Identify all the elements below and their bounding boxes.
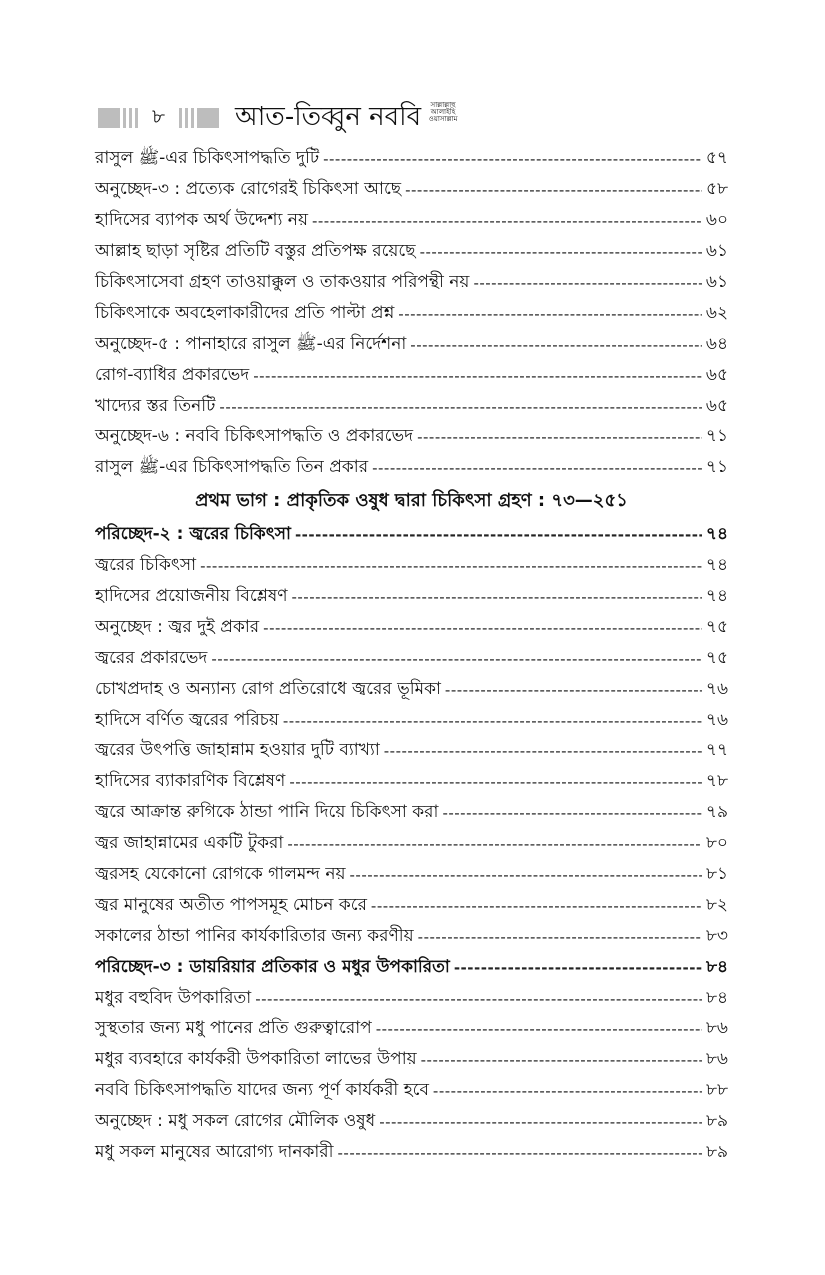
toc-entry-title: মধুর ব্যবহারে কার্যকরী উপকারিতা লাভের উপায় <box>95 1049 417 1070</box>
toc-entry <box>95 360 728 391</box>
toc-leader-dashes <box>291 588 701 606</box>
toc-entry-title: জ্বরের প্রকারভেদ <box>95 647 208 668</box>
toc-leader-dashes <box>417 428 702 446</box>
toc-leader-dashes <box>384 742 702 760</box>
toc-entry-title: অনুচ্ছেদ-৬ : নববি চিকিৎসাপদ্ধতি ও প্রকারভেদ <box>95 426 414 447</box>
toc-entry <box>95 268 728 299</box>
toc-entry <box>95 798 728 829</box>
toc-entry <box>95 921 728 952</box>
toc-leader-dashes <box>253 367 702 385</box>
toc-entry <box>95 1107 728 1138</box>
toc-leader-dashes <box>418 928 702 946</box>
toc-entry-page: ৬০ <box>705 210 728 231</box>
toc-entry-title: আল্লাহ ছাড়া সৃষ্টির প্রতিটি বস্তুর প্রতিপক্ষ রয়েছে <box>95 241 416 262</box>
toc-entry-title: হাদিসের ব্যাপক অর্থ উদ্দেশ্য নয় <box>95 210 308 231</box>
toc-entry-page: ৫৭ <box>705 148 728 169</box>
toc-entry-page: ৮৪ <box>705 956 728 977</box>
toc-entry <box>95 144 728 175</box>
left-decorative-bars <box>98 108 138 128</box>
toc-entry <box>95 391 728 422</box>
toc-entry-page: ৮৮ <box>705 1080 728 1101</box>
toc-entry-page: ৭৯ <box>705 802 728 823</box>
toc-entry-page: ৭৫ <box>705 647 728 668</box>
toc-entry-page: ৮২ <box>705 894 728 915</box>
toc-chapter-entry <box>95 952 728 983</box>
toc-entry <box>95 422 728 453</box>
toc-leader-dashes <box>398 305 702 323</box>
toc-entry-title: চিকিৎসাসেবা গ্রহণ তাওয়াক্কুল ও তাকওয়ার পরিপন্থী নয় <box>95 272 470 292</box>
toc-entry <box>95 983 728 1014</box>
toc-section-1 <box>95 144 728 484</box>
toc-entry <box>95 643 728 674</box>
toc-entry <box>95 860 728 891</box>
book-title: আত-তিব্বুন নববি <box>234 102 422 132</box>
toc-leader-dashes <box>433 1082 702 1100</box>
toc-entry <box>95 1138 728 1169</box>
toc-entry-page: ৭৪ <box>705 555 728 576</box>
toc-entry-page: ৭১ <box>705 426 728 447</box>
toc-entry-page: ৭১ <box>705 457 728 478</box>
toc-entry-page: ৬১ <box>705 241 728 262</box>
toc-entry-title: জ্বর মানুষের অতীত পাপসমূহ মোচন করে <box>95 894 367 915</box>
toc-entry-page: ৭৪ <box>705 524 728 545</box>
toc-entry <box>95 612 728 643</box>
toc-entry-title: অনুচ্ছেদ : জ্বর দুই প্রকার <box>95 616 260 637</box>
toc-entry-title: অনুচ্ছেদ : মধু সকল রোগের মৌলিক ওষুধ <box>95 1111 376 1132</box>
toc-leader-dashes <box>372 459 702 477</box>
toc-chapter-entry <box>95 520 728 551</box>
toc-entry-title: পরিচ্ছেদ-২ : জ্বরের চিকিৎসা <box>95 524 291 545</box>
honorific-calligraphy: সাল্লাল্লাহু আলাইহি ওয়াসাল্লাম <box>428 100 458 123</box>
toc-entry <box>95 329 728 360</box>
toc-leader-dashes <box>376 1020 702 1038</box>
toc-leader-dashes <box>312 212 702 230</box>
toc-entry <box>95 829 728 860</box>
toc-entry <box>95 1014 728 1045</box>
toc-entry <box>95 890 728 921</box>
toc-leader-dashes <box>350 866 702 884</box>
toc-leader-dashes <box>473 274 701 292</box>
toc-leader-dashes <box>445 681 702 699</box>
toc-section-2 <box>95 520 728 1169</box>
page-header <box>98 98 738 138</box>
toc-entry-title: রাসুল ﷺ-এর চিকিৎসাপদ্ধতি তিন প্রকার <box>95 457 369 478</box>
toc-entry-page: ৮৬ <box>705 1018 728 1039</box>
toc-entry-title: জ্বর জাহান্নামের একটি টুকরা <box>95 833 284 854</box>
toc-entry <box>95 551 728 582</box>
page-number: ৮ <box>152 103 165 128</box>
toc-entry-title: মধু সকল মানুষের আরোগ্য দানকারী <box>95 1142 334 1163</box>
toc-entry-title: মধুর বহুবিদ উপকারিতা <box>95 987 252 1008</box>
toc-entry-page: ৬৫ <box>705 364 728 385</box>
toc-entry <box>95 1045 728 1076</box>
toc-entry <box>95 206 728 237</box>
toc-entry-title: হাদিসে বর্ণিত জ্বরের পরিচয় <box>95 709 279 730</box>
toc-entry-title: পরিচ্ছেদ-৩ : ডায়রিয়ার প্রতিকার ও মধুর উপকারিতা <box>95 956 450 977</box>
toc-entry <box>95 175 728 206</box>
toc-entry-title: খাদ্যের স্তর তিনটি <box>95 395 216 416</box>
toc-leader-dashes <box>255 990 702 1008</box>
toc-entry <box>95 767 728 798</box>
toc-entry-title: জ্বরের উৎপত্তি জাহান্নাম হওয়ার দুটি ব্যাখ্যা <box>95 740 380 761</box>
toc-entry-title: চোখপ্রদাহ ও অন্যান্য রোগ প্রতিরোধে জ্বরের ভূমিকা <box>95 678 441 699</box>
toc-entry-page: ৮১ <box>705 864 728 885</box>
toc-leader-dashes <box>287 835 702 853</box>
table-of-contents <box>95 144 728 1169</box>
part-heading: প্রথম ভাগ : প্রাকৃতিক ওষুধ দ্বারা চিকিৎসা গ্রহণ : ৭৩—২৫১ <box>195 490 628 512</box>
toc-entry-title: জ্বরে আক্রান্ত রুগিকে ঠান্ডা পানি দিয়ে চিকিৎসা করা <box>95 802 439 823</box>
toc-entry-page: ৬২ <box>705 302 728 323</box>
toc-entry-page: ৬৫ <box>705 395 728 416</box>
toc-entry-title: সুস্থতার জন্য মধু পানের প্রতি গুরুত্বারোপ <box>95 1018 372 1039</box>
toc-leader-dashes <box>200 557 702 575</box>
toc-leader-dashes <box>421 1051 702 1069</box>
toc-leader-dashes <box>420 243 702 261</box>
right-decorative-bars <box>179 108 219 128</box>
toc-entry-title: রোগ-ব্যাধির প্রকারভেদ <box>95 364 250 385</box>
toc-entry-title: হাদিসের প্রয়োজনীয় বিশ্লেষণ <box>95 586 288 607</box>
toc-entry-title: চিকিৎসাকে অবহেলাকারীদের প্রতি পাল্টা প্রশ্ন <box>95 302 395 323</box>
toc-entry <box>95 705 728 736</box>
toc-entry <box>95 453 728 484</box>
toc-leader-dashes <box>211 650 702 668</box>
toc-leader-dashes <box>283 712 702 730</box>
toc-leader-dashes <box>442 804 701 822</box>
toc-entry-page: ৮৬ <box>705 1049 728 1070</box>
toc-leader-dashes <box>323 150 702 168</box>
toc-entry-page: ৬১ <box>705 272 728 292</box>
toc-entry <box>95 1076 728 1107</box>
toc-entry-title: জ্বরসহ যেকোনো রোগকে গালমন্দ নয় <box>95 864 346 885</box>
toc-entry <box>95 736 728 767</box>
toc-leader-dashes <box>371 897 702 915</box>
toc-entry <box>95 674 728 705</box>
toc-entry <box>95 582 728 613</box>
toc-entry-page: ৮৯ <box>705 1111 728 1132</box>
toc-entry-title: অনুচ্ছেদ-৫ : পানাহারে রাসুল ﷺ-এর নির্দেশনা <box>95 333 407 354</box>
toc-entry-page: ৭৪ <box>705 586 728 607</box>
toc-leader-dashes <box>295 526 702 544</box>
toc-leader-dashes <box>263 619 702 637</box>
toc-entry-page: ৮৩ <box>705 925 728 946</box>
toc-entry-page: ৮৪ <box>705 987 728 1008</box>
toc-entry-title: অনুচ্ছেদ-৩ : প্রত্যেক রোগেরই চিকিৎসা আছে <box>95 179 402 200</box>
toc-leader-dashes <box>338 1144 702 1162</box>
toc-entry-page: ৭৮ <box>705 771 728 792</box>
toc-entry-title: জ্বরের চিকিৎসা <box>95 555 197 576</box>
toc-entry-title: সকালের ঠান্ডা পানির কার্যকারিতার জন্য করণীয় <box>95 925 414 946</box>
toc-leader-dashes <box>219 398 701 416</box>
toc-entry <box>95 298 728 329</box>
toc-entry-title: রাসুল ﷺ-এর চিকিৎসাপদ্ধতি দুটি <box>95 148 320 169</box>
toc-entry-page: ৮৯ <box>705 1142 728 1163</box>
toc-leader-dashes <box>454 959 702 977</box>
toc-entry-page: ৭৬ <box>705 709 728 730</box>
toc-entry-title: হাদিসের ব্যাকারণিক বিশ্লেষণ <box>95 771 286 792</box>
toc-entry-page: ৭৫ <box>705 616 728 637</box>
toc-entry-page: ৭৬ <box>705 678 728 699</box>
toc-entry-title: নববি চিকিৎসাপদ্ধতি যাদের জন্য পূর্ণ কার্যকরী হবে <box>95 1080 429 1101</box>
toc-entry-page: ৭৭ <box>705 740 728 761</box>
toc-entry-page: ৫৮ <box>705 179 728 200</box>
toc-leader-dashes <box>379 1113 702 1131</box>
toc-entry <box>95 237 728 268</box>
toc-entry-page: ৬৪ <box>705 333 728 354</box>
toc-entry-page: ৮০ <box>705 833 728 854</box>
toc-leader-dashes <box>405 181 702 199</box>
toc-leader-dashes <box>289 773 702 791</box>
toc-leader-dashes <box>410 336 702 354</box>
